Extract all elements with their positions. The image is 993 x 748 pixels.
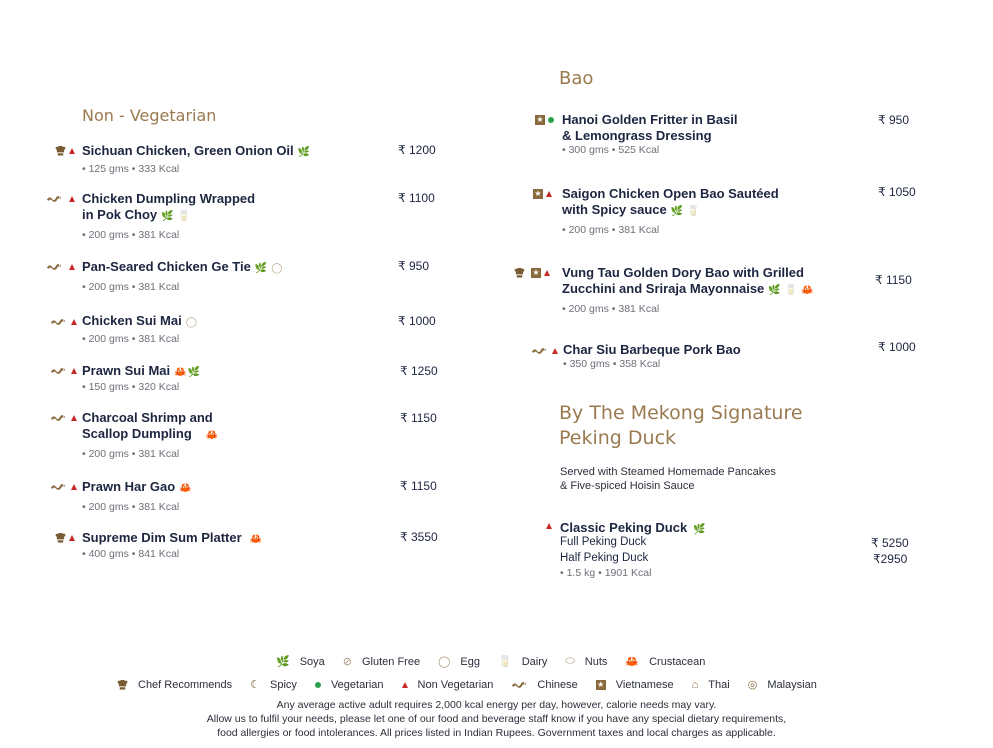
legend-item: Vegetarian (315, 679, 384, 691)
menu-item (82, 259, 283, 293)
non-veg-icon (546, 191, 552, 197)
non-veg-icon (546, 523, 552, 529)
footer-line-1: Any average active adult requires 2,000 kcal energy per day, however, calorie needs may vary. (276, 699, 717, 711)
item-badges (55, 533, 75, 543)
footer-line-3: food allergies or food intolerances. All prices listed in Indian Rupees. Government taxes and local charges as applicable. (217, 727, 776, 739)
section-title-bao: Bao (559, 68, 594, 89)
legend-item: ☾ Spicy (250, 678, 297, 691)
crustacean-icon: 🦀 (205, 430, 219, 441)
crustacean-icon: 🦀 (174, 367, 187, 378)
non-veg-icon (71, 415, 77, 421)
non-veg-icon (544, 270, 550, 276)
soya-icon: 🌿 (254, 263, 268, 274)
chef-recommends-icon (117, 680, 128, 690)
menu-item (82, 479, 192, 513)
non-veg-icon (71, 319, 77, 325)
legend-symbols (117, 678, 835, 691)
item-price: ₹ 1050 (878, 185, 916, 199)
menu-item (82, 143, 310, 175)
legend-item: ★ Vietnamese (597, 678, 674, 691)
vegetarian-icon (548, 117, 554, 123)
item-meta: • 200 gms • 381 Kcal (562, 224, 660, 236)
non-veg-icon (69, 264, 75, 270)
chef-recommends-icon (514, 268, 525, 278)
item-name-line2: Zucchini and Sriraja Mayonnaise (562, 281, 765, 296)
item-name: Char Siu Barbeque Pork Bao (563, 342, 741, 357)
malaysian-icon: ◎ (747, 679, 758, 691)
vegetarian-icon (315, 682, 321, 688)
peking-half-price: ₹2950 (873, 552, 908, 566)
egg-icon: ◯ (438, 656, 451, 668)
chinese-icon (50, 317, 66, 327)
section-title-non-veg: Non - Vegetarian (82, 106, 217, 125)
item-name-line2: with Spicy sauce (562, 202, 667, 217)
item-meta: • 300 gms • 525 Kcal (562, 144, 660, 156)
peking-title-line1: By The Mekong Signature (559, 402, 803, 424)
egg-icon: ◯ (271, 263, 283, 274)
non-veg-icon (69, 196, 75, 202)
crustacean-icon: 🦀 (179, 483, 192, 494)
peking-desc-line1: Served with Steamed Homemade Pancakes (560, 466, 776, 478)
item-price: ₹ 1100 (398, 191, 435, 205)
item-meta: • 200 gms • 381 Kcal (82, 281, 180, 293)
menu-item (562, 265, 814, 315)
legend-item: ◎ Malaysian (747, 678, 817, 691)
item-price: ₹ 950 (398, 259, 429, 273)
item-name: Prawn Har Gao (82, 479, 176, 494)
item-name: Supreme Dim Sum Platter (82, 530, 242, 545)
item-badges (50, 413, 77, 423)
item-meta: • 350 gms • 358 Kcal (563, 358, 661, 370)
peking-full-price: ₹ 5250 (871, 536, 909, 550)
legend-item: 🌿 Soya (276, 655, 325, 668)
menu-item (82, 530, 262, 560)
chinese-icon (511, 680, 527, 690)
soya-icon: 🌿 (161, 211, 174, 222)
item-price: ₹ 1150 (400, 479, 437, 493)
chef-recommends-icon (55, 146, 66, 156)
item-price: ₹ 950 (878, 113, 909, 127)
chinese-icon (46, 262, 62, 272)
item-price: ₹ 1000 (878, 340, 916, 354)
item-name-line1: Chicken Dumpling Wrapped (82, 191, 256, 206)
item-price: ₹ 1150 (875, 273, 912, 287)
item-badges (546, 523, 552, 529)
item-price: ₹ 1000 (398, 314, 436, 328)
non-veg-icon (552, 348, 558, 354)
legend-item: Non Vegetarian (402, 679, 494, 691)
item-badges (531, 346, 558, 356)
legend-item: ⊘ Gluten Free (342, 655, 421, 668)
item-meta: • 200 gms • 381 Kcal (82, 448, 180, 460)
crustacean-icon: 🦀 (801, 285, 814, 296)
peking-half-label: Half Peking Duck (560, 552, 649, 564)
chinese-icon (50, 482, 66, 492)
section-title-peking (559, 401, 803, 451)
non-veg-icon (69, 148, 75, 154)
item-name: Pan-Seared Chicken Ge Tie (82, 259, 251, 274)
legend-allergens (276, 655, 723, 668)
soya-icon: 🌿 (276, 656, 290, 668)
soya-icon: 🌿 (693, 524, 706, 535)
dairy-icon: 🥛 (784, 285, 798, 296)
menu-item (562, 112, 738, 156)
thai-icon: ⌂ (691, 678, 699, 691)
legend-item: Chef Recommends (117, 679, 232, 691)
legend-item: ⌂ Thai (691, 678, 730, 691)
nuts-icon: ⬭ (565, 655, 575, 667)
item-name-line1: Saigon Chicken Open Bao Sautéed (562, 186, 779, 201)
menu-item (82, 313, 197, 345)
item-name-line2: in Pok Choy (82, 207, 158, 222)
item-meta: • 150 gms • 320 Kcal (82, 381, 180, 393)
chinese-icon (50, 413, 66, 423)
item-meta: • 200 gms • 381 Kcal (562, 303, 660, 315)
item-name: Classic Peking Duck (560, 520, 688, 535)
item-badges (535, 115, 554, 125)
item-badges (514, 268, 550, 278)
item-name-line1: Hanoi Golden Fritter in Basil (562, 112, 738, 127)
legend-item: 🦀 Crustacean (625, 655, 706, 668)
gluten-free-icon: ⊘ (342, 656, 352, 668)
soya-icon: 🌿 (187, 367, 201, 378)
item-price: ₹ 1150 (400, 411, 437, 425)
menu-item (82, 363, 200, 393)
item-meta: • 200 gms • 381 Kcal (82, 229, 180, 241)
non-veg-icon (402, 682, 408, 688)
dairy-icon: 🥛 (687, 206, 700, 217)
spicy-icon: ☾ (250, 679, 261, 691)
chinese-icon (46, 194, 62, 204)
chinese-icon (50, 366, 66, 376)
item-badges (533, 189, 552, 199)
menu-item (562, 186, 779, 236)
non-veg-icon (71, 484, 77, 490)
item-meta: • 125 gms • 333 Kcal (82, 163, 180, 175)
item-badges (50, 317, 77, 327)
item-badges (55, 146, 75, 156)
menu-item (563, 342, 741, 370)
item-name-line1: Charcoal Shrimp and (82, 410, 213, 425)
peking-description (560, 465, 776, 493)
vietnamese-icon: ★ (536, 115, 544, 124)
item-badges (46, 262, 75, 272)
item-meta: • 400 gms • 841 Kcal (82, 548, 180, 560)
item-price: ₹ 1200 (398, 143, 436, 157)
footer-line-2: Allow us to fulfil your needs, please let one of our food and beverage staff know if you have any special dietary requirements, (206, 713, 787, 725)
peking-title-line2: Peking Duck (559, 427, 677, 449)
peking-meta: • 1.5 kg • 1901 Kcal (560, 567, 652, 579)
dairy-icon: 🥛 (177, 211, 191, 222)
chinese-icon (531, 346, 547, 356)
soya-icon: 🌿 (670, 206, 684, 217)
crustacean-icon: 🦀 (625, 656, 640, 668)
item-badges (50, 482, 77, 492)
menu-item (82, 410, 218, 460)
item-price: ₹ 1250 (400, 364, 438, 378)
item-badges (50, 366, 77, 376)
item-name-line2: Scallop Dumpling (82, 426, 192, 441)
legend-item: ◯ Egg (438, 655, 480, 668)
item-name-line1: Vung Tau Golden Dory Bao with Grilled (562, 265, 804, 280)
item-price: ₹ 3550 (400, 530, 438, 544)
peking-full-label: Full Peking Duck (560, 536, 647, 548)
legend-item: Chinese (511, 679, 577, 691)
menu-item (82, 191, 255, 241)
crustacean-icon: 🦀 (249, 534, 263, 545)
item-name: Prawn Sui Mai (82, 363, 171, 378)
item-meta: • 200 gms • 381 Kcal (82, 333, 180, 345)
peking-desc-line2: & Five-spiced Hoisin Sauce (560, 480, 695, 492)
dairy-icon: 🥛 (497, 656, 512, 668)
egg-icon: ◯ (185, 317, 197, 328)
legend-item: ⬭ Nuts (565, 655, 608, 668)
item-name-line2: & Lemongrass Dressing (562, 128, 712, 143)
vietnamese-icon: ★ (597, 679, 605, 689)
vietnamese-icon: ★ (532, 268, 540, 277)
item-name: Sichuan Chicken, Green Onion Oil (82, 143, 294, 158)
soya-icon: 🌿 (297, 147, 311, 158)
chef-recommends-icon (55, 533, 66, 543)
item-name: Chicken Sui Mai (82, 313, 182, 328)
item-meta: • 200 gms • 381 Kcal (82, 501, 180, 513)
vietnamese-icon: ★ (534, 189, 542, 198)
non-veg-icon (71, 368, 77, 374)
soya-icon: 🌿 (768, 285, 781, 296)
legend-item: 🥛 Dairy (497, 655, 548, 668)
non-veg-icon (69, 535, 75, 541)
item-badges (46, 194, 75, 204)
